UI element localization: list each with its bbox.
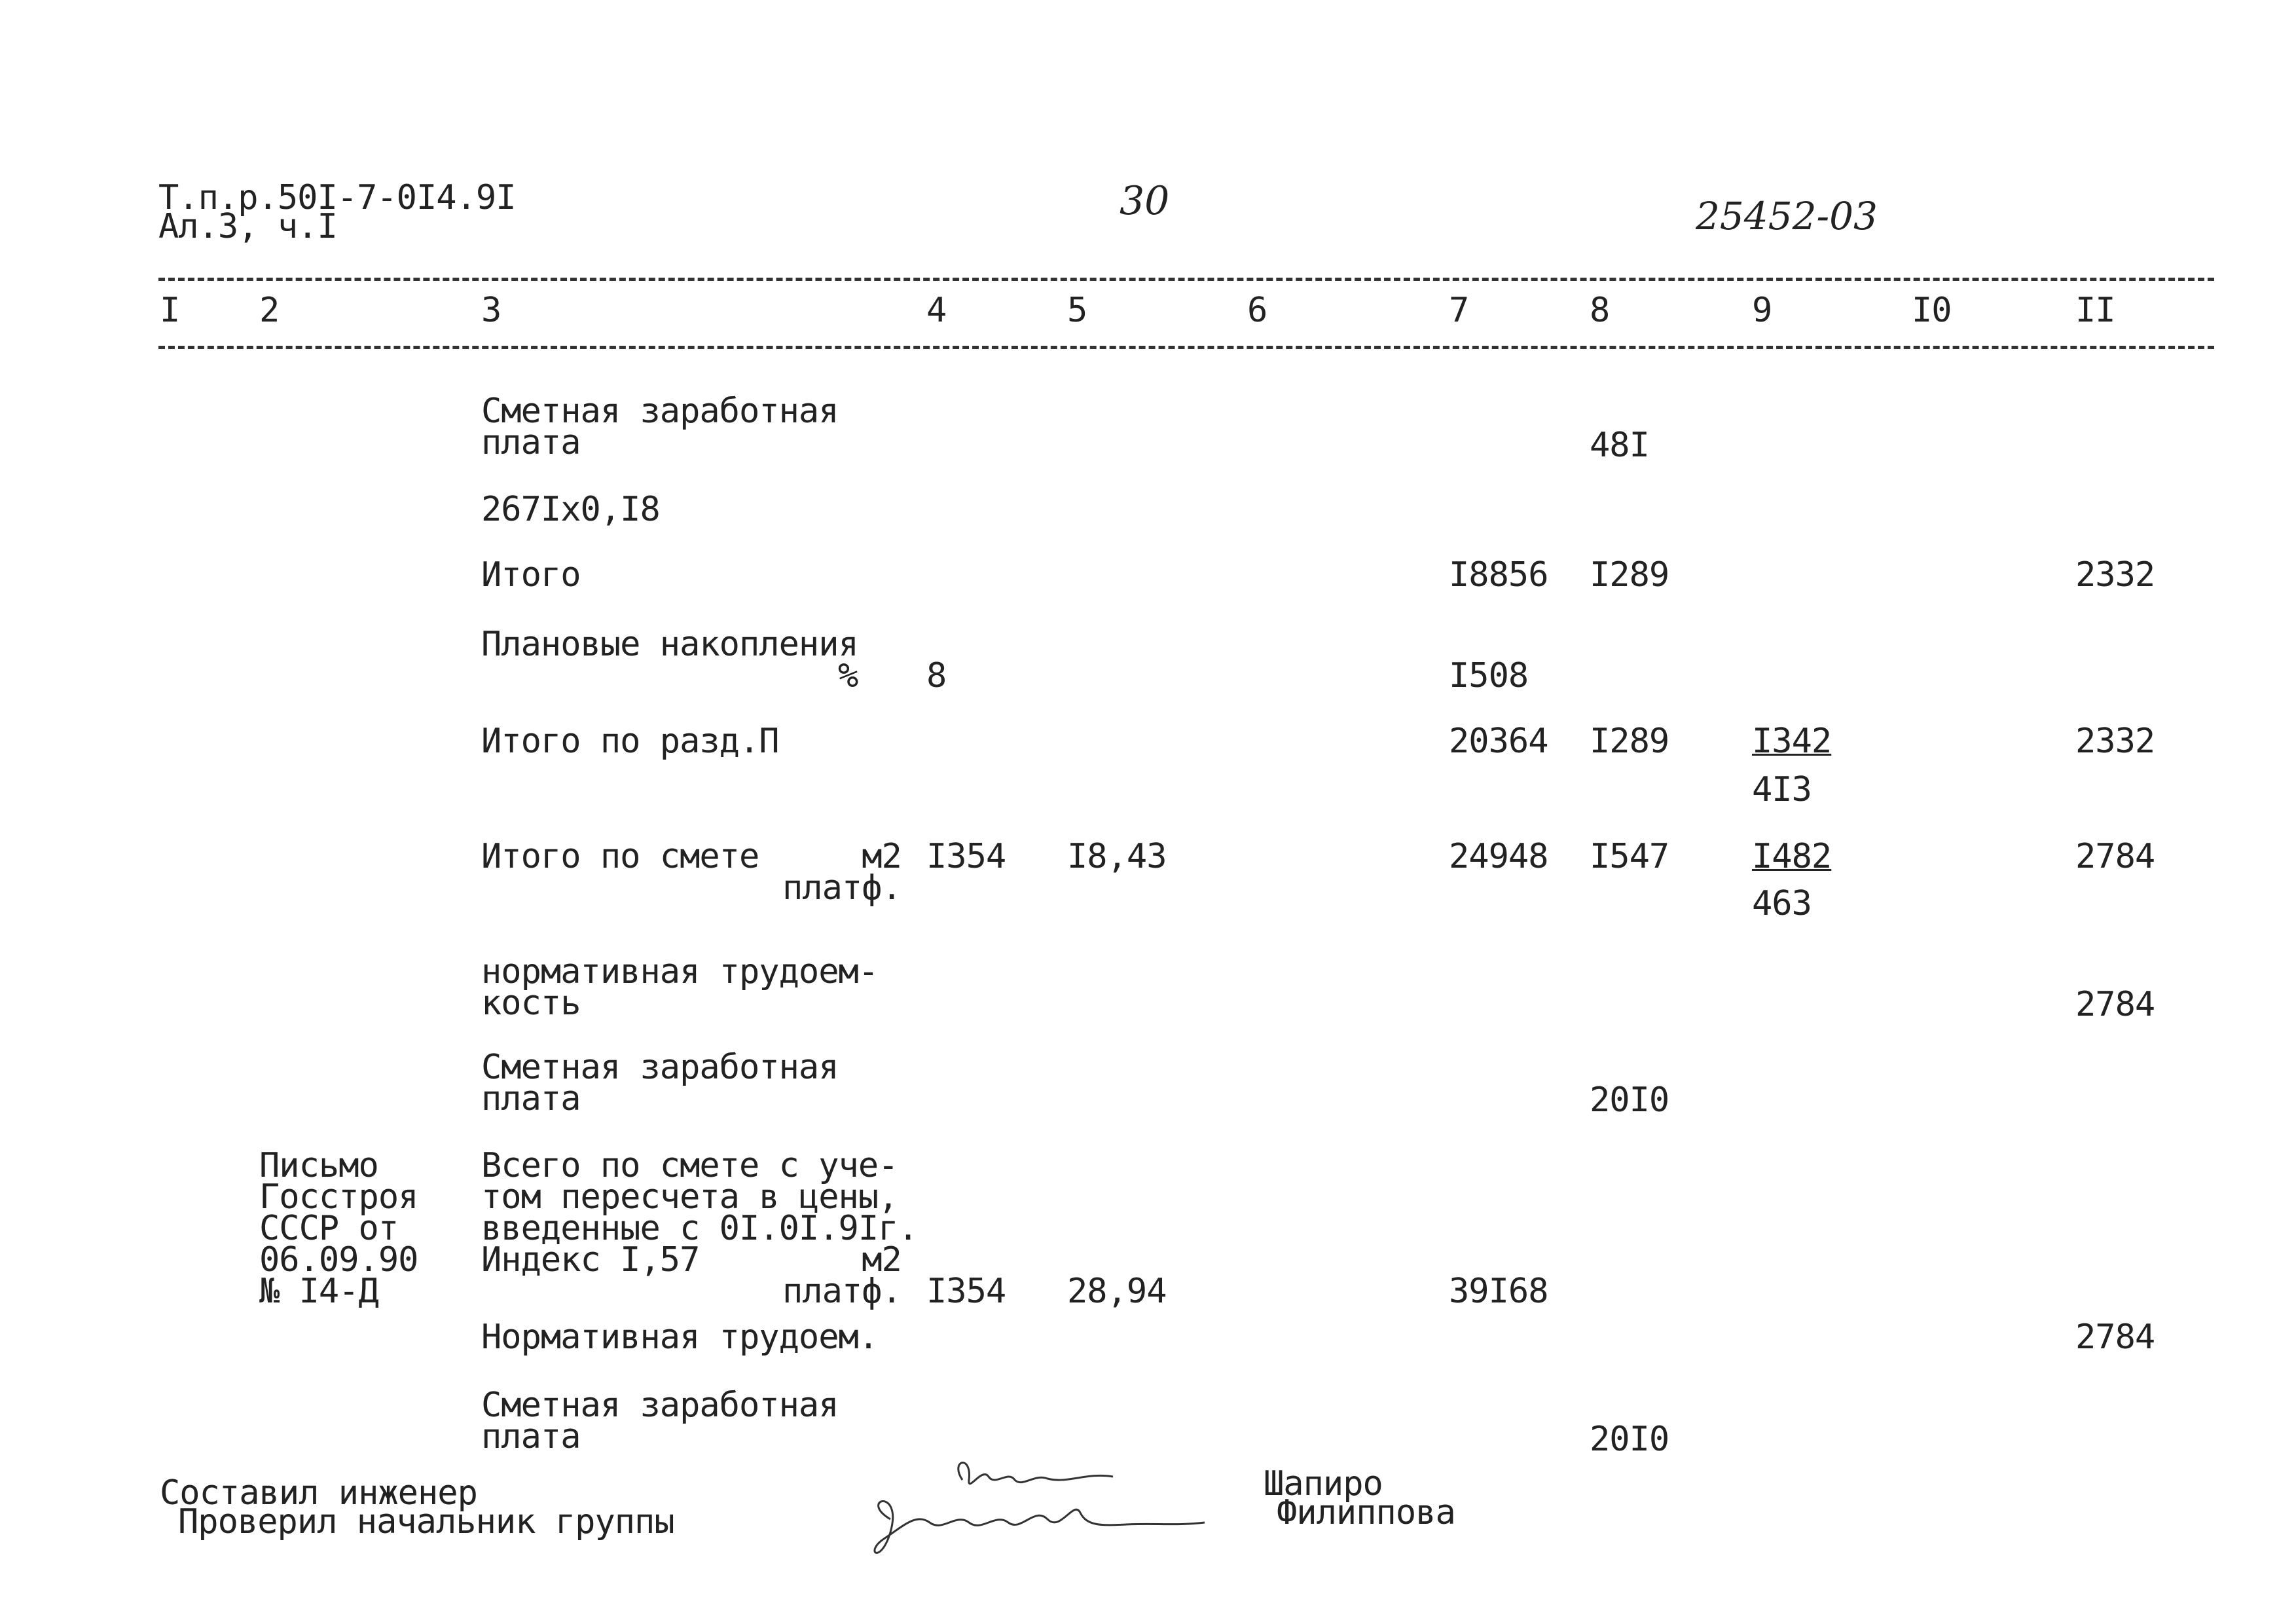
column-header: 9 xyxy=(1752,291,1772,330)
column-header: 5 xyxy=(1067,291,1087,330)
row-label: Сметная заработная плата xyxy=(481,392,839,462)
row-label: Итого по смете xyxy=(481,837,759,876)
cell-col9-top: I342 xyxy=(1752,722,1832,761)
signature-checked xyxy=(875,1502,1205,1553)
row-label: Сметная заработная плата xyxy=(481,1386,839,1456)
cell-col11: 2784 xyxy=(2075,1318,2155,1357)
row-unit: % xyxy=(838,656,858,695)
cell-col8: I289 xyxy=(1590,555,1669,595)
checked-by-label: Проверил начальник группы xyxy=(178,1502,674,1541)
signature-compiled xyxy=(958,1463,1113,1484)
cell-col11: 2784 xyxy=(2075,985,2155,1024)
cell-col4: I354 xyxy=(926,1272,1006,1311)
header-rule-bottom xyxy=(158,346,2214,349)
signatures xyxy=(851,1441,1218,1572)
cell-col7: 20364 xyxy=(1449,722,1548,761)
column-header: 3 xyxy=(481,291,501,330)
column-header: 7 xyxy=(1449,291,1469,330)
cell-col11: 2332 xyxy=(2075,722,2155,761)
column-header: 4 xyxy=(926,291,947,330)
compiled-by-label: Составил инженер xyxy=(160,1473,477,1513)
row-label: нормативная трудоем- кость xyxy=(481,952,879,1023)
row-label: Сметная заработная плата xyxy=(481,1048,839,1118)
row-label: Всего по смете с уче- том пересчета в цены, введенные с 0I.0I.9Iг. Индекс I,57 xyxy=(481,1146,918,1280)
column-header: 2 xyxy=(259,291,280,330)
cell-col9-top: I482 xyxy=(1752,837,1832,876)
cell-col5: 28,94 xyxy=(1067,1272,1167,1311)
row-unit: м2 платф. xyxy=(782,837,902,908)
cell-col9-bottom: 4I3 xyxy=(1752,770,1812,809)
column-header: 6 xyxy=(1247,291,1267,330)
row-unit: м2 платф. xyxy=(782,1240,902,1311)
cell-col5: I8,43 xyxy=(1067,837,1167,876)
cell-col9-bottom: 463 xyxy=(1752,884,1812,923)
row-label: Итого по разд.П xyxy=(481,722,779,761)
row-reference: Письмо Госстроя СССР от 06.09.90 № I4-Д xyxy=(259,1146,418,1311)
row-label: Итого xyxy=(481,555,581,595)
column-header: 8 xyxy=(1590,291,1610,330)
archive-number: 25452-03 xyxy=(1696,194,1878,238)
cell-col7: I8856 xyxy=(1449,555,1548,595)
compiled-by-name: Шапиро xyxy=(1264,1464,1383,1504)
cell-col11: 2784 xyxy=(2075,837,2155,876)
cell-col8: 20I0 xyxy=(1590,1420,1669,1459)
column-header: I xyxy=(160,291,180,330)
checked-by-name: Филиппова xyxy=(1277,1493,1455,1532)
cell-col8: I289 xyxy=(1590,722,1669,761)
cell-col8: 20I0 xyxy=(1590,1080,1669,1120)
album-part: Ал.3, ч.I xyxy=(158,207,337,246)
cell-col7: 24948 xyxy=(1449,837,1548,876)
cell-col8: 48I xyxy=(1590,426,1649,465)
row-label: Плановые накопления xyxy=(481,625,858,664)
cell-col4: 8 xyxy=(926,656,947,695)
cell-col7: 39I68 xyxy=(1449,1272,1548,1311)
cell-col11: 2332 xyxy=(2075,555,2155,595)
column-header: II xyxy=(2075,291,2115,330)
cell-col4: I354 xyxy=(926,837,1006,876)
row-label: 267Iх0,I8 xyxy=(481,490,660,529)
row-label: Нормативная трудоем. xyxy=(481,1318,879,1357)
column-header: I0 xyxy=(1912,291,1952,330)
header-rule-top xyxy=(158,278,2214,281)
cell-col7: I508 xyxy=(1449,656,1529,695)
cell-col8: I547 xyxy=(1590,837,1669,876)
page-number: 30 xyxy=(1120,178,1170,224)
doc-code: Т.п.р.50I-7-0I4.9I xyxy=(158,178,516,217)
